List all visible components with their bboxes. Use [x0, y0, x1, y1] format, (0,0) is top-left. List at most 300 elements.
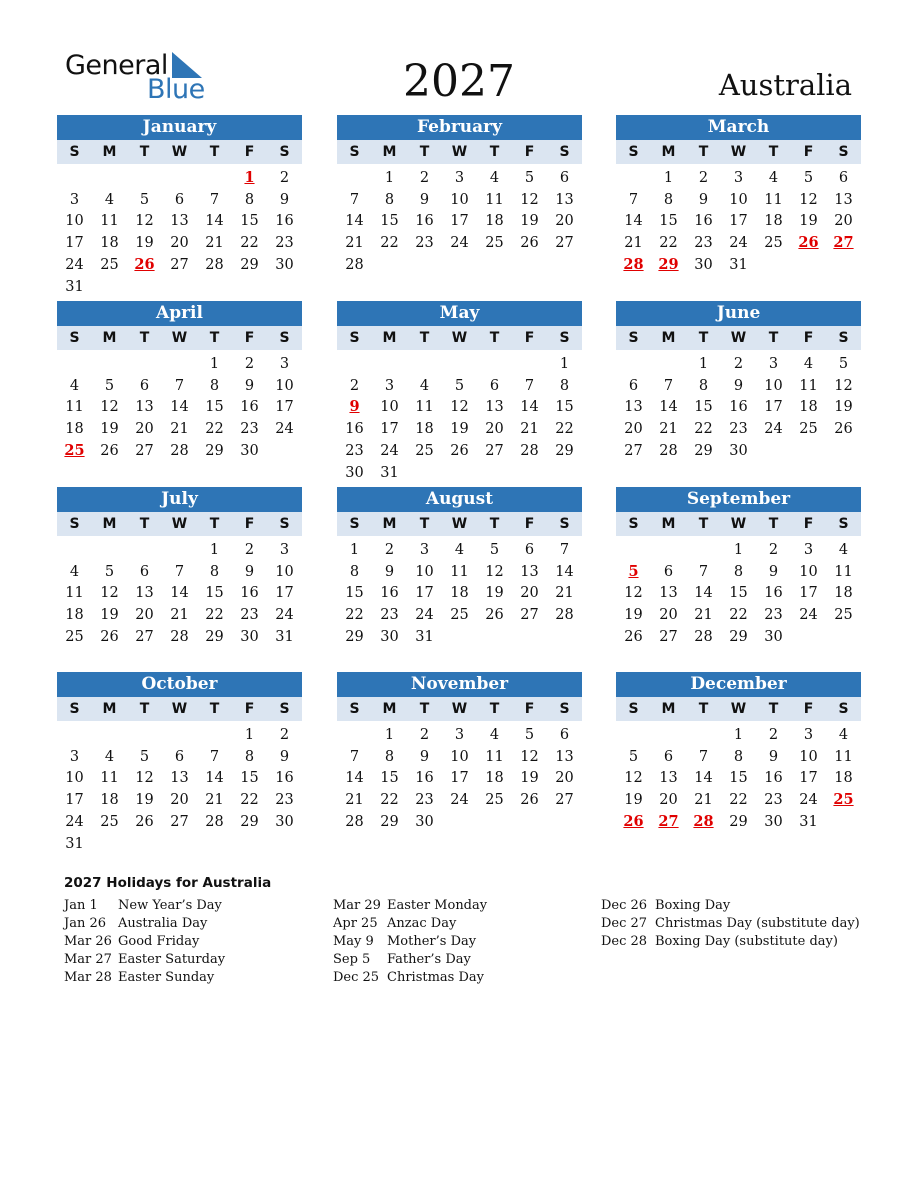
weekday-label: F [524, 330, 535, 346]
day-cell: 6 [559, 727, 570, 743]
holiday-day-cell: 26 [798, 234, 819, 252]
day-cell: 6 [663, 748, 674, 765]
day-cell: 21 [205, 792, 224, 809]
weekday-label: M [382, 144, 397, 160]
day-cell: 23 [694, 235, 713, 252]
month-title: July [57, 487, 302, 512]
holiday-name: New Year’s Day [118, 898, 222, 913]
day-cell: 14 [205, 213, 224, 230]
holiday-date: Dec 25 [333, 970, 380, 985]
day-cell: 28 [345, 813, 364, 830]
day-cell: 20 [135, 607, 154, 624]
weekday-label: T [698, 144, 709, 160]
month-november [337, 672, 582, 830]
day-cell: 7 [698, 748, 709, 765]
day-cell: 2 [244, 542, 255, 558]
day-cell: 27 [520, 607, 539, 624]
weekday-label: F [524, 516, 535, 532]
day-cell: 18 [485, 213, 504, 230]
day-cell: 23 [275, 235, 294, 252]
weekday-label: T [139, 701, 150, 717]
logo-general-text: General [65, 50, 168, 81]
day-cell: 6 [139, 377, 150, 394]
day-cell: 11 [100, 213, 119, 230]
day-cell: 15 [345, 585, 364, 602]
day-cell: 9 [698, 191, 709, 208]
day-cell: 25 [100, 256, 119, 273]
day-cell: 11 [764, 191, 783, 208]
day-cell: 30 [275, 813, 294, 830]
month-march [616, 115, 861, 273]
holiday-day-cell: 1 [244, 169, 255, 186]
day-cell: 10 [65, 770, 84, 787]
day-cell: 26 [100, 628, 119, 645]
weekday-header [337, 697, 582, 721]
holidays-title: 2027 Holidays for Australia [64, 875, 272, 891]
month-august [337, 487, 582, 645]
day-cell: 12 [624, 770, 643, 787]
day-cell: 6 [663, 563, 674, 580]
day-cell: 14 [345, 770, 364, 787]
day-cell: 1 [209, 542, 220, 558]
weekday-label: S [628, 144, 639, 160]
weekday-label: T [209, 516, 220, 532]
day-cell: 10 [799, 563, 818, 580]
day-cell: 5 [803, 170, 814, 186]
day-cell: 23 [415, 792, 434, 809]
day-cell: 5 [524, 727, 535, 743]
day-cell: 3 [279, 356, 290, 372]
day-cell: 6 [489, 377, 500, 394]
day-cell: 27 [624, 442, 643, 459]
day-cell: 12 [520, 748, 539, 765]
day-cell: 4 [489, 170, 500, 186]
day-cell: 14 [170, 585, 189, 602]
weekday-header [57, 326, 302, 350]
day-cell: 23 [240, 421, 259, 438]
day-cell: 8 [663, 191, 674, 208]
month-may [337, 301, 582, 481]
holiday-date: Sep 5 [333, 952, 371, 967]
day-cell: 22 [345, 607, 364, 624]
day-cell: 24 [799, 792, 818, 809]
month-title: January [57, 115, 302, 140]
day-cell: 25 [485, 792, 504, 809]
weekday-label: S [559, 144, 570, 160]
day-cell: 13 [520, 563, 539, 580]
day-cell: 7 [663, 377, 674, 394]
day-cell: 20 [485, 421, 504, 438]
day-cell: 17 [450, 770, 469, 787]
weekday-label: W [730, 330, 747, 346]
day-cell: 13 [659, 585, 678, 602]
day-cell: 3 [803, 727, 814, 743]
day-cell: 29 [205, 628, 224, 645]
day-cell: 19 [520, 770, 539, 787]
day-cell: 1 [384, 727, 395, 743]
day-cell: 2 [244, 356, 255, 372]
day-cell: 15 [205, 585, 224, 602]
day-cell: 12 [135, 213, 154, 230]
day-cell: 1 [559, 356, 570, 372]
day-cell: 29 [694, 442, 713, 459]
weekday-header [337, 140, 582, 164]
day-cell: 28 [205, 256, 224, 273]
day-cell: 19 [135, 792, 154, 809]
weekday-header [337, 512, 582, 536]
day-cell: 27 [170, 256, 189, 273]
day-cell: 6 [139, 563, 150, 580]
weekday-label: T [489, 144, 500, 160]
day-cell: 4 [838, 727, 849, 743]
day-cell: 31 [65, 835, 84, 852]
day-cell: 11 [485, 748, 504, 765]
day-cell: 29 [240, 256, 259, 273]
day-cell: 17 [275, 399, 294, 416]
weekday-header [616, 697, 861, 721]
day-cell: 18 [799, 399, 818, 416]
day-cell: 26 [450, 442, 469, 459]
day-cell: 19 [135, 235, 154, 252]
day-cell: 20 [135, 421, 154, 438]
day-cell: 16 [764, 770, 783, 787]
weekday-label: F [244, 701, 255, 717]
weekday-label: S [628, 701, 639, 717]
day-cell: 13 [170, 770, 189, 787]
weekday-label: M [661, 516, 676, 532]
day-cell: 10 [415, 563, 434, 580]
day-cell: 3 [454, 727, 465, 743]
day-cell: 24 [450, 235, 469, 252]
day-cell: 24 [65, 256, 84, 273]
day-cell: 9 [279, 191, 290, 208]
day-cell: 8 [209, 377, 220, 394]
day-cell: 10 [450, 748, 469, 765]
day-cell: 15 [555, 399, 574, 416]
weekday-label: T [209, 701, 220, 717]
day-cell: 2 [384, 542, 395, 558]
day-cell: 16 [380, 585, 399, 602]
day-cell: 24 [799, 607, 818, 624]
holiday-name: Easter Sunday [118, 970, 215, 985]
weekday-label: W [730, 701, 747, 717]
month-december [616, 672, 861, 830]
day-cell: 28 [694, 628, 713, 645]
day-cell: 21 [555, 585, 574, 602]
day-cell: 16 [240, 399, 259, 416]
month-january [57, 115, 302, 295]
day-cell: 22 [555, 421, 574, 438]
month-title: August [337, 487, 582, 512]
day-cell: 28 [205, 813, 224, 830]
day-cell: 9 [384, 563, 395, 580]
day-cell: 31 [799, 813, 818, 830]
holiday-date: Mar 29 [333, 898, 381, 913]
weekday-label: T [419, 330, 430, 346]
weekday-label: S [349, 144, 360, 160]
weekday-label: M [382, 330, 397, 346]
day-cell: 2 [349, 377, 360, 394]
day-cell: 30 [764, 628, 783, 645]
weekday-label: S [628, 516, 639, 532]
day-cell: 5 [628, 748, 639, 765]
day-cell: 24 [415, 607, 434, 624]
weekday-label: T [698, 701, 709, 717]
day-cell: 9 [279, 748, 290, 765]
day-cell: 15 [380, 213, 399, 230]
weekday-label: W [451, 516, 468, 532]
holiday-name: Christmas Day (substitute day) [655, 916, 860, 931]
day-cell: 10 [380, 399, 399, 416]
day-cell: 26 [624, 628, 643, 645]
day-cell: 4 [803, 356, 814, 372]
day-cell: 8 [244, 191, 255, 208]
day-cell: 31 [380, 464, 399, 481]
day-cell: 19 [624, 607, 643, 624]
day-cell: 28 [170, 442, 189, 459]
day-cell: 4 [69, 377, 80, 394]
day-cell: 24 [450, 792, 469, 809]
day-cell: 25 [764, 235, 783, 252]
day-cell: 2 [768, 727, 779, 743]
day-cell: 8 [698, 377, 709, 394]
day-cell: 14 [555, 563, 574, 580]
day-cell: 20 [170, 235, 189, 252]
weekday-label: W [451, 701, 468, 717]
day-cell: 4 [489, 727, 500, 743]
holiday-day-cell: 28 [693, 812, 714, 830]
day-cell: 7 [559, 542, 570, 558]
day-cell: 14 [345, 213, 364, 230]
day-cell: 4 [104, 191, 115, 208]
weekday-label: T [489, 516, 500, 532]
weekday-label: M [661, 701, 676, 717]
day-cell: 28 [345, 256, 364, 273]
day-cell: 11 [65, 585, 84, 602]
month-title: September [616, 487, 861, 512]
day-cell: 17 [380, 421, 399, 438]
day-cell: 15 [729, 585, 748, 602]
day-cell: 17 [799, 585, 818, 602]
weekday-label: S [838, 701, 849, 717]
weekday-label: W [171, 701, 188, 717]
day-cell: 19 [624, 792, 643, 809]
day-cell: 25 [485, 235, 504, 252]
day-cell: 22 [729, 607, 748, 624]
day-cell: 1 [209, 356, 220, 372]
day-cell: 27 [555, 792, 574, 809]
day-cell: 7 [174, 377, 185, 394]
day-cell: 17 [65, 235, 84, 252]
weekday-label: M [102, 144, 117, 160]
weekday-label: S [349, 330, 360, 346]
holiday-day-cell: 25 [833, 791, 854, 809]
day-cell: 22 [659, 235, 678, 252]
day-cell: 5 [139, 191, 150, 208]
weekday-label: S [279, 516, 290, 532]
day-cell: 22 [380, 235, 399, 252]
year-title: 2027 [403, 56, 515, 107]
day-cell: 18 [450, 585, 469, 602]
day-cell: 22 [205, 421, 224, 438]
day-cell: 11 [450, 563, 469, 580]
day-cell: 24 [275, 421, 294, 438]
day-cell: 26 [135, 813, 154, 830]
day-cell: 25 [834, 607, 853, 624]
day-cell: 6 [174, 191, 185, 208]
day-cell: 11 [834, 563, 853, 580]
weekday-label: T [698, 516, 709, 532]
month-title: February [337, 115, 582, 140]
month-april [57, 301, 302, 459]
day-cell: 15 [659, 213, 678, 230]
holiday-date: Dec 26 [601, 898, 648, 913]
day-cell: 4 [419, 377, 430, 394]
day-cell: 10 [799, 748, 818, 765]
day-cell: 21 [694, 607, 713, 624]
day-cell: 5 [139, 748, 150, 765]
weekday-label: S [279, 330, 290, 346]
day-cell: 15 [240, 770, 259, 787]
day-cell: 20 [624, 421, 643, 438]
weekday-label: W [171, 330, 188, 346]
weekday-label: F [803, 330, 814, 346]
day-cell: 1 [349, 542, 360, 558]
day-cell: 19 [450, 421, 469, 438]
day-cell: 5 [454, 377, 465, 394]
day-cell: 31 [729, 256, 748, 273]
day-cell: 22 [240, 235, 259, 252]
day-cell: 19 [100, 421, 119, 438]
day-cell: 18 [100, 235, 119, 252]
day-cell: 8 [244, 748, 255, 765]
day-cell: 17 [764, 399, 783, 416]
day-cell: 2 [419, 727, 430, 743]
day-cell: 1 [384, 170, 395, 186]
holiday-date: Mar 26 [64, 934, 112, 949]
day-cell: 25 [799, 421, 818, 438]
day-cell: 13 [135, 399, 154, 416]
day-cell: 2 [698, 170, 709, 186]
day-cell: 14 [694, 770, 713, 787]
holiday-day-cell: 25 [64, 441, 85, 459]
day-cell: 3 [803, 542, 814, 558]
day-cell: 1 [663, 170, 674, 186]
day-cell: 20 [659, 607, 678, 624]
day-cell: 16 [694, 213, 713, 230]
holiday-name: Mother’s Day [387, 934, 477, 949]
day-cell: 1 [698, 356, 709, 372]
weekday-label: F [524, 701, 535, 717]
weekday-label: T [419, 516, 430, 532]
day-cell: 29 [380, 813, 399, 830]
day-cell: 7 [524, 377, 535, 394]
day-cell: 8 [733, 748, 744, 765]
day-cell: 18 [65, 421, 84, 438]
weekday-label: M [102, 516, 117, 532]
day-cell: 11 [415, 399, 434, 416]
day-cell: 16 [415, 770, 434, 787]
weekday-label: M [102, 701, 117, 717]
holiday-date: May 9 [333, 934, 374, 949]
day-cell: 30 [345, 464, 364, 481]
day-cell: 16 [240, 585, 259, 602]
country-title: Australia [718, 68, 852, 102]
weekday-label: W [451, 330, 468, 346]
day-cell: 16 [764, 585, 783, 602]
day-cell: 5 [838, 356, 849, 372]
weekday-label: M [382, 516, 397, 532]
day-cell: 9 [419, 191, 430, 208]
month-title: November [337, 672, 582, 697]
day-cell: 15 [380, 770, 399, 787]
day-cell: 25 [450, 607, 469, 624]
day-cell: 13 [170, 213, 189, 230]
holiday-date: Apr 25 [333, 916, 378, 931]
weekday-label: F [244, 144, 255, 160]
weekday-label: S [279, 144, 290, 160]
day-cell: 11 [799, 377, 818, 394]
holiday-name: Christmas Day [387, 970, 484, 985]
holiday-day-cell: 26 [623, 812, 644, 830]
weekday-label: T [768, 516, 779, 532]
day-cell: 6 [524, 542, 535, 558]
day-cell: 20 [555, 213, 574, 230]
day-cell: 20 [834, 213, 853, 230]
weekday-header [616, 140, 861, 164]
day-cell: 6 [174, 748, 185, 765]
day-cell: 2 [279, 727, 290, 743]
day-cell: 19 [799, 213, 818, 230]
day-cell: 31 [65, 278, 84, 295]
day-cell: 6 [838, 170, 849, 186]
weekday-label: T [209, 144, 220, 160]
day-cell: 7 [698, 563, 709, 580]
weekday-label: W [730, 516, 747, 532]
day-cell: 22 [240, 792, 259, 809]
day-cell: 13 [659, 770, 678, 787]
day-cell: 10 [275, 563, 294, 580]
calendar-grid [57, 115, 861, 865]
weekday-header [616, 326, 861, 350]
day-cell: 31 [415, 628, 434, 645]
day-cell: 7 [174, 563, 185, 580]
day-cell: 20 [520, 585, 539, 602]
day-cell: 7 [209, 191, 220, 208]
weekday-label: S [628, 330, 639, 346]
day-cell: 22 [380, 792, 399, 809]
day-cell: 2 [768, 542, 779, 558]
day-cell: 8 [384, 191, 395, 208]
day-cell: 23 [240, 607, 259, 624]
day-cell: 18 [834, 770, 853, 787]
day-cell: 26 [100, 442, 119, 459]
weekday-label: S [559, 330, 570, 346]
day-cell: 30 [694, 256, 713, 273]
day-cell: 21 [659, 421, 678, 438]
day-cell: 9 [768, 563, 779, 580]
day-cell: 9 [419, 748, 430, 765]
month-title: December [616, 672, 861, 697]
day-cell: 9 [244, 377, 255, 394]
weekday-label: S [838, 144, 849, 160]
day-cell: 21 [205, 235, 224, 252]
day-cell: 22 [205, 607, 224, 624]
weekday-label: S [69, 330, 80, 346]
day-cell: 17 [275, 585, 294, 602]
day-cell: 15 [729, 770, 748, 787]
month-title: May [337, 301, 582, 326]
